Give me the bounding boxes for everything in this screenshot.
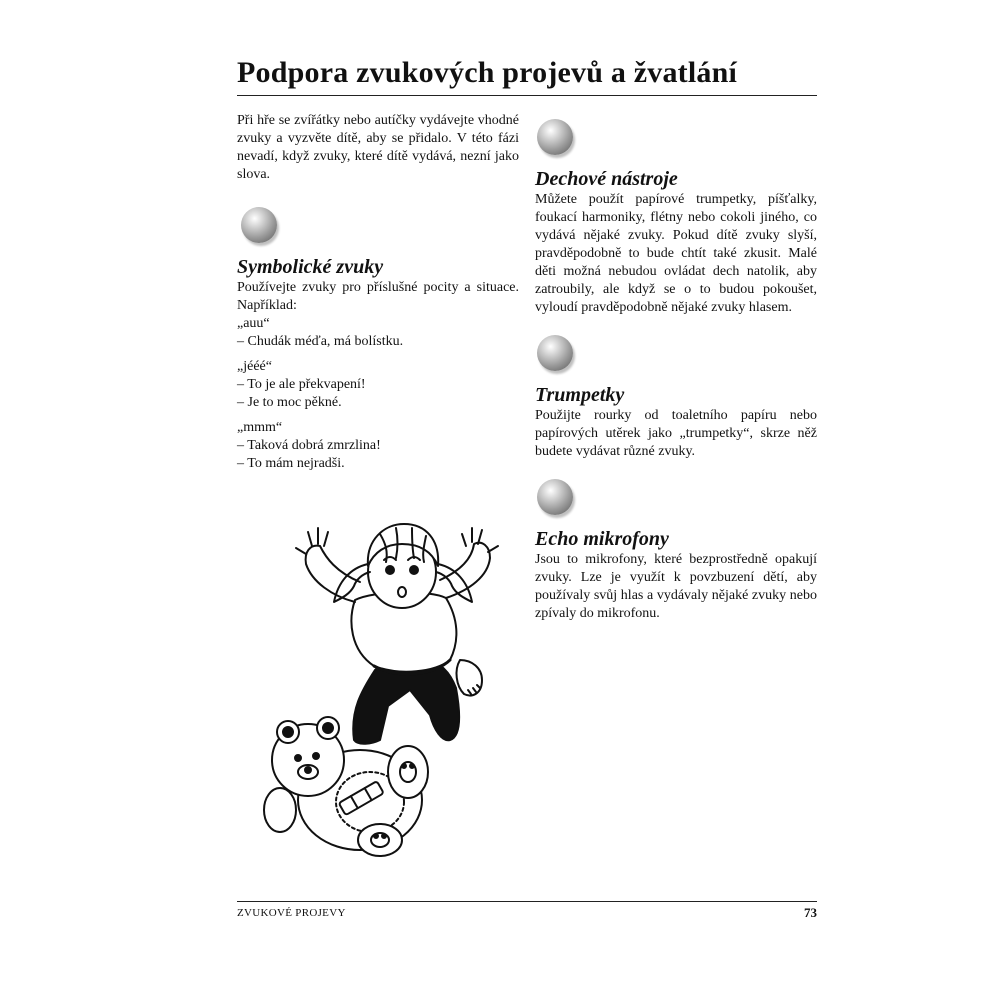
footer-divider: [237, 901, 817, 902]
trumpets-paragraph: Použijte rourky od toaletního papíru nebo papírových utěrek jako „trumpetky“, skrze něž budete vydávat různé zvuky.: [535, 408, 817, 459]
example-mmm: [237, 419, 519, 473]
wind-instruments-paragraph: Můžete použít papírové trumpetky, píšťalky, foukací harmoniky, flétny nebo cokoli jiného, co vydává nějaké zvuky. Pokud dítě zvuky slyší, pravděpodobně to bude chtít také zkusit. Malé děti možná nebudou ovládat dech natolik, aby zatroubily, ale když se o to budou pokoušet, vyloudí pravděpodobně nějaké zvuky hlasem.: [535, 192, 817, 315]
girl-figure: [296, 524, 498, 744]
right-column: [535, 119, 817, 623]
example-line: – Taková dobrá zmrzlina!: [237, 438, 381, 453]
example-line: – To je ale překvapení!: [237, 377, 366, 392]
example-sound: „mmm“: [237, 420, 283, 435]
example-sound: „auu“: [237, 316, 270, 331]
title-divider: [237, 95, 817, 96]
example-auu: [237, 315, 519, 351]
section-title-echo-mic: Echo mikrofony: [535, 528, 669, 550]
example-line: – To mám nejradši.: [237, 456, 345, 471]
page-number: 73: [804, 905, 817, 920]
section-title-wind-instruments: Dechové nástroje: [535, 168, 678, 190]
sphere-bullet-icon: [537, 119, 573, 155]
example-line: – Chudák méďa, má bolístku.: [237, 334, 404, 349]
example-sound: „jééé“: [237, 359, 272, 374]
teddy-bear-figure: [264, 717, 428, 856]
sphere-bullet-icon: [241, 207, 277, 243]
example-line: – Je to moc pěkné.: [237, 395, 342, 410]
echo-mic-paragraph: Jsou to mikrofony, které bezprostředně opakují zvuky. Lze je využít k povzbuzení dětí, aby používaly svůj hlas a vydávaly nějaké zvuky nebo zpívaly do mikrofonu.: [535, 552, 817, 621]
symbolic-paragraph: Používejte zvuky pro příslušné pocity a situace. Například:: [237, 280, 519, 313]
page-title: Podpora zvukových projevů a žvatlání: [237, 56, 738, 89]
section-title-trumpets: Trumpetky: [535, 384, 625, 406]
footer-chapter: ZVUKOVÉ PROJEVY: [237, 907, 346, 919]
sphere-bullet-icon: [537, 335, 573, 371]
girl-teddy-illustration: [250, 510, 510, 865]
example-jeee: [237, 358, 519, 412]
intro-paragraph: Při hře se zvířátky nebo autíčky vydávejte vhodné zvuky a vyzvěte dítě, aby se přidalo. V této fázi nevadí, když zvuky, které dítě vydává, nezní jako slova.: [237, 113, 519, 182]
left-column: [237, 112, 519, 473]
sphere-bullet-icon: [537, 479, 573, 515]
section-title-symbolic: Symbolické zvuky: [237, 256, 384, 278]
